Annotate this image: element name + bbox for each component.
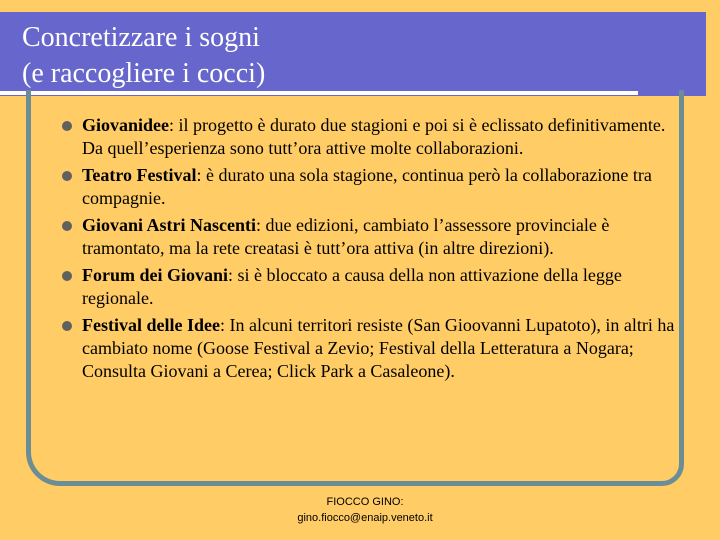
footer-email: gino.fiocco@enaip.veneto.it xyxy=(297,512,433,524)
bullet-dot-icon xyxy=(62,121,72,131)
bullet-list xyxy=(82,114,682,387)
bullet-dot-icon xyxy=(62,221,72,231)
bullet-text: : si è bloccato a causa della non attivazione della legge regionale. xyxy=(82,265,622,308)
title-line-1: Concretizzare i sogni xyxy=(22,22,260,53)
footer-author: FIOCCO GINO: xyxy=(326,496,404,508)
bullet-dot-icon xyxy=(62,321,72,331)
bullet-term: Teatro Festival xyxy=(82,165,197,185)
bullet-term: Giovani Astri Nascenti xyxy=(82,215,256,235)
bullet-dot-icon xyxy=(62,171,72,181)
bullet-item-giovani-astri-nascenti xyxy=(82,214,682,260)
bullet-dot-icon xyxy=(62,271,72,281)
bullet-item-festival-delle-idee xyxy=(82,314,682,383)
bullet-text: : il progetto è durato due stagioni e poi si è eclissato definitivamente. Da quell’esperienza sono tutt’ora attive molte collaborazioni. xyxy=(82,115,666,158)
bullet-term: Giovanidee xyxy=(82,115,170,135)
footer xyxy=(260,494,470,526)
bullet-term: Forum dei Giovani xyxy=(82,265,229,285)
bullet-text: : In alcuni territori resiste (San Gioovanni Lupatoto), in altri ha cambiato nome (Goose Festival a Zevio; Festival della Letteratura a Nogara; Consulta Giovani a Cerea; Click Park a Casaleone). xyxy=(82,315,675,381)
bullet-text: : due edizioni, cambiato l’assessore provinciale è tramontato, ma la rete creatasi è tutt’ora attiva (in altre direzioni). xyxy=(82,215,610,258)
bullet-item-giovanidee xyxy=(82,114,682,160)
bullet-item-forum-dei-giovani xyxy=(82,264,682,310)
bullet-term: Festival delle Idee xyxy=(82,315,220,335)
bullet-item-teatro-festival xyxy=(82,164,682,210)
bullet-text: : è durato una sola stagione, continua però la collaborazione tra compagnie. xyxy=(82,165,652,208)
slide-title xyxy=(22,20,265,92)
title-line-2: (e raccogliere i cocci) xyxy=(22,58,266,89)
